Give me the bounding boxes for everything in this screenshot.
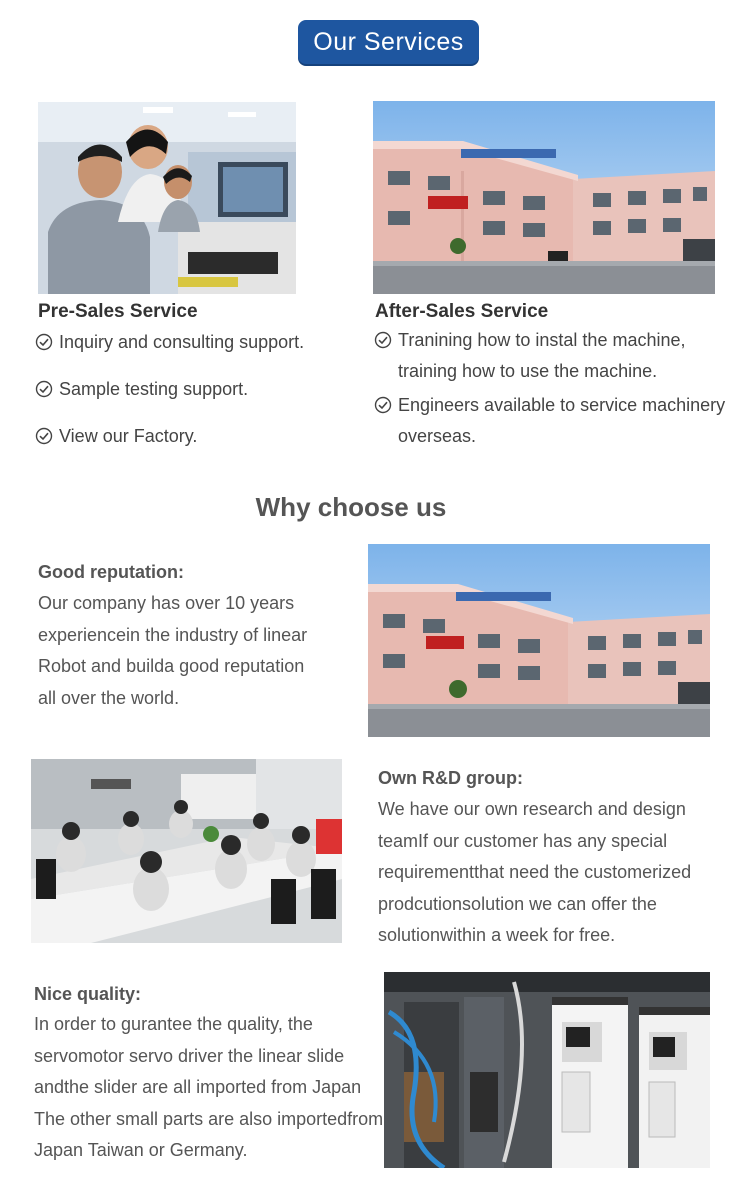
pre-sales-item xyxy=(35,421,197,452)
check-circle-icon xyxy=(35,380,53,398)
after-sales-item-text: Engineers available to service machinery overseas. xyxy=(398,395,726,446)
check-circle-icon xyxy=(35,333,53,351)
pre-sales-item xyxy=(35,327,304,358)
pre-sales-item-text: View our Factory. xyxy=(59,426,198,446)
feature-title: Own R&D group: xyxy=(378,768,523,788)
feature-title: Good reputation: xyxy=(38,562,184,582)
servo-driver-photo xyxy=(384,972,710,1168)
feature-text: In order to gurantee the quality, the servomotor servo driver the linear slide andthe slider are all imported from Japan The other small parts are also importedfrom Japan Taiwan or Germany. xyxy=(34,1014,384,1160)
feature-title: Nice quality: xyxy=(34,984,142,1004)
pre-sales-title: Pre-Sales Service xyxy=(38,301,198,322)
check-circle-icon xyxy=(374,331,392,349)
check-circle-icon xyxy=(374,396,392,414)
after-sales-title: After-Sales Service xyxy=(375,301,549,322)
check-circle-icon xyxy=(35,427,53,445)
feature-text: We have our own research and design teamIf our customer has any special requirementthat need the customerized prodcutionsolution we can offer the solutionwithin a week for free. xyxy=(378,799,692,945)
meeting-room-photo xyxy=(31,759,342,943)
factory-photo xyxy=(368,544,710,737)
pre-sales-item xyxy=(35,374,248,405)
pre-sales-item-text: Sample testing support. xyxy=(59,379,249,399)
pre-sales-photo xyxy=(38,102,296,294)
after-sales-item xyxy=(374,390,734,452)
after-sales-photo xyxy=(373,101,715,294)
after-sales-item-text: Tranining how to instal the machine, training how to use the machine. xyxy=(398,330,686,381)
why-choose-us-title: Why choose us xyxy=(255,492,447,522)
our-services-badge: Our Services xyxy=(298,20,479,64)
feature-text: Our company has over 10 years experiencein the industry of linear Robot and builda good reputation all over the world. xyxy=(38,593,308,708)
pre-sales-item-text: Inquiry and consulting support. xyxy=(59,332,305,352)
after-sales-item xyxy=(374,325,734,387)
